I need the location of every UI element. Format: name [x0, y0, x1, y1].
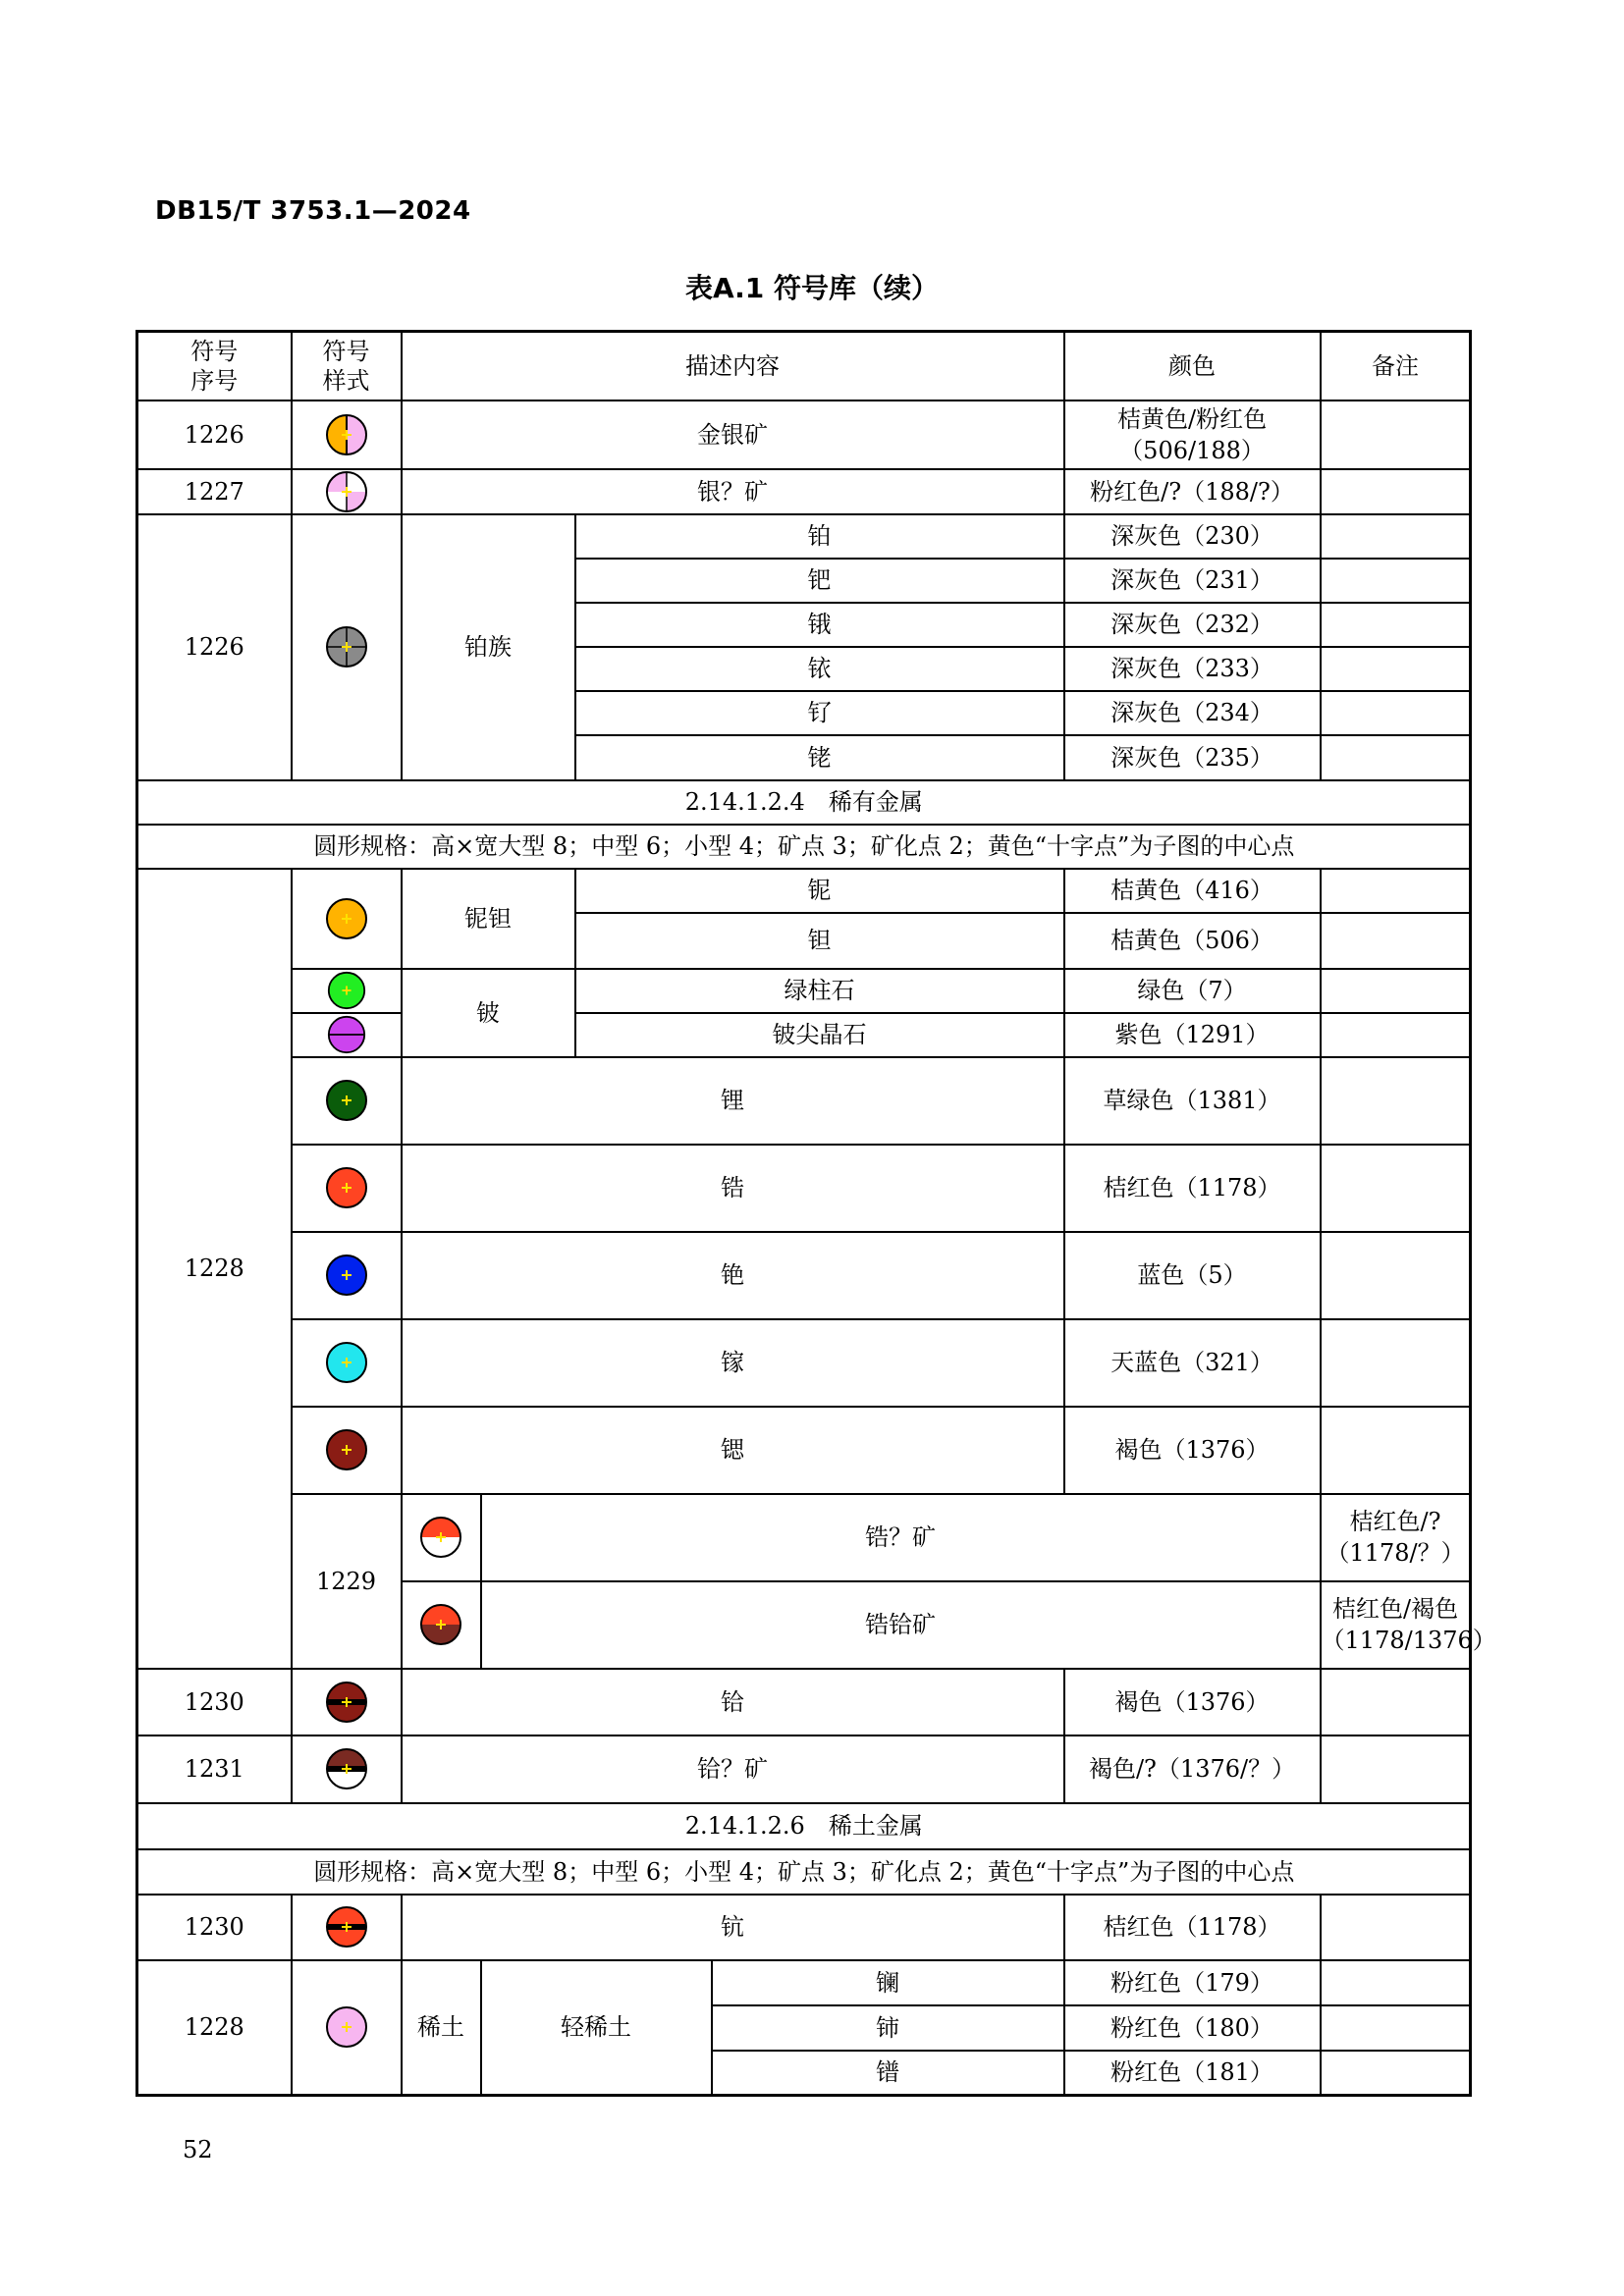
note-cell: [1321, 1232, 1471, 1319]
symbol-cell: [292, 1057, 402, 1145]
note-cell: [1321, 1960, 1471, 2005]
desc-cell: 钪: [402, 1895, 1064, 1960]
hafnium-query-ore-icon: [325, 1747, 368, 1790]
section-title: 2.14.1.2.4 稀有金属: [137, 780, 1471, 825]
item-cell: 钌: [575, 691, 1064, 735]
zirconium-icon: [325, 1166, 368, 1209]
note-cell: [1321, 1057, 1471, 1145]
note-cell: [1321, 603, 1471, 647]
table-row: [137, 1960, 1471, 2005]
symbol-cell: [292, 469, 402, 514]
item-cell: 绿柱石: [575, 969, 1064, 1013]
seq-cell: 1228: [137, 869, 292, 1669]
zirconium-hafnium-ore-icon: [419, 1603, 462, 1646]
desc-cell: 锆: [402, 1145, 1064, 1232]
subgroup-cell: 轻稀土: [481, 1960, 712, 2096]
color-cell: 桔红色（1178）: [1064, 1145, 1321, 1232]
table-row: [137, 400, 1471, 469]
table-row: [137, 1735, 1471, 1803]
table-row: [137, 1669, 1471, 1735]
document-code: DB15/T 3753.1—2024: [155, 196, 471, 226]
note-cell: [1321, 647, 1471, 691]
symbol-cell: [292, 1735, 402, 1803]
note-cell: [1321, 1145, 1471, 1232]
scandium-icon: [325, 1905, 368, 1949]
note-cell: [1321, 1407, 1471, 1494]
note-cell: [1321, 869, 1471, 913]
table-row: [137, 969, 1471, 1013]
symbol-cell: [402, 1581, 481, 1669]
item-cell: 钽: [575, 913, 1064, 969]
header-row: [137, 332, 1471, 400]
desc-cell: 锶: [402, 1407, 1064, 1494]
seq-cell: 1230: [137, 1895, 292, 1960]
color-cell: 桔黄色（416）: [1064, 869, 1321, 913]
note-cell: [1321, 913, 1471, 969]
color-cell: 桔红色/褐色 （1178/1376）: [1321, 1581, 1471, 1669]
zirconium-query-ore-icon: [419, 1516, 462, 1559]
color-cell: 粉红色（180）: [1064, 2005, 1321, 2051]
table-row: [137, 469, 1471, 514]
seq-cell: 1231: [137, 1735, 292, 1803]
silver-query-ore-icon: [325, 470, 368, 513]
section-spec: 圆形规格：高×宽大型 8；中型 6；小型 4；矿点 3；矿化点 2；黄色“十字点”为子图的中心点: [137, 1849, 1471, 1895]
symbol-cell: [292, 969, 402, 1013]
symbol-cell: [292, 1407, 402, 1494]
note-cell: [1321, 514, 1471, 559]
light-rare-earth-icon: [325, 2005, 368, 2049]
color-cell: 深灰色（233）: [1064, 647, 1321, 691]
table-row: [137, 869, 1471, 913]
symbol-cell: [292, 1145, 402, 1232]
desc-cell: 银？矿: [402, 469, 1064, 514]
symbol-cell: [292, 1319, 402, 1407]
table-row: [137, 1494, 1471, 1581]
seq-cell: 1230: [137, 1669, 292, 1735]
color-cell: 粉红色（181）: [1064, 2051, 1321, 2096]
table-row: [137, 1145, 1471, 1232]
group-cell: 稀土: [402, 1960, 481, 2096]
color-cell: 桔黄色（506）: [1064, 913, 1321, 969]
group-cell: 铂族: [402, 514, 575, 780]
note-cell: [1321, 735, 1471, 780]
section-spec: 圆形规格：高×宽大型 8；中型 6；小型 4；矿点 3；矿化点 2；黄色“十字点”为子图的中心点: [137, 825, 1471, 869]
note-cell: [1321, 400, 1471, 469]
hafnium-icon: [325, 1681, 368, 1724]
note-cell: [1321, 2051, 1471, 2096]
desc-cell: 锂: [402, 1057, 1064, 1145]
color-cell: 深灰色（234）: [1064, 691, 1321, 735]
symbol-cell: [292, 1232, 402, 1319]
desc-cell: 镓: [402, 1319, 1064, 1407]
note-cell: [1321, 469, 1471, 514]
color-cell: 桔黄色/粉红色 （506/188）: [1064, 400, 1321, 469]
seq-cell: 1226: [137, 400, 292, 469]
note-cell: [1321, 1895, 1471, 1960]
page-number: 52: [183, 2136, 213, 2163]
item-cell: 铑: [575, 735, 1064, 780]
table-row: [137, 1013, 1471, 1057]
symbol-cell: [292, 1013, 402, 1057]
color-cell: 天蓝色（321）: [1064, 1319, 1321, 1407]
item-cell: 钯: [575, 559, 1064, 603]
note-cell: [1321, 969, 1471, 1013]
note-cell: [1321, 691, 1471, 735]
seq-cell: 1227: [137, 469, 292, 514]
symbol-cell: [292, 869, 402, 969]
color-cell: 桔红色（1178）: [1064, 1895, 1321, 1960]
chrysoberyl-icon: [327, 1015, 366, 1054]
table-row: [137, 1895, 1471, 1960]
gallium-icon: [325, 1341, 368, 1384]
platinum-group-icon: [325, 625, 368, 668]
note-cell: [1321, 1319, 1471, 1407]
item-cell: 铌: [575, 869, 1064, 913]
seq-cell: 1229: [292, 1494, 402, 1669]
seq-cell: 1226: [137, 514, 292, 780]
niobium-tantalum-icon: [325, 897, 368, 940]
seq-cell: 1228: [137, 1960, 292, 2096]
color-cell: 深灰色（231）: [1064, 559, 1321, 603]
group-cell: 铌钽: [402, 869, 575, 969]
col-desc-header: 描述内容: [402, 332, 1064, 400]
beryl-icon: [327, 971, 366, 1010]
cesium-icon: [325, 1254, 368, 1297]
color-cell: 深灰色（230）: [1064, 514, 1321, 559]
symbol-cell: [292, 1960, 402, 2096]
item-cell: 铈: [712, 2005, 1064, 2051]
col-style-header: 符号 样式: [292, 332, 402, 400]
color-cell: 草绿色（1381）: [1064, 1057, 1321, 1145]
symbol-cell: [292, 1669, 402, 1735]
color-cell: 粉红色/?（188/?）: [1064, 469, 1321, 514]
col-note-header: 备注: [1321, 332, 1471, 400]
table-row: [137, 1319, 1471, 1407]
color-cell: 褐色（1376）: [1064, 1407, 1321, 1494]
color-cell: 深灰色（235）: [1064, 735, 1321, 780]
symbol-cell: [292, 400, 402, 469]
note-cell: [1321, 1013, 1471, 1057]
table-row: [137, 1232, 1471, 1319]
item-cell: 铱: [575, 647, 1064, 691]
symbol-cell: [402, 1494, 481, 1581]
item-cell: 镨: [712, 2051, 1064, 2096]
color-cell: 褐色（1376）: [1064, 1669, 1321, 1735]
symbol-table: [135, 330, 1496, 2097]
desc-cell: 铪: [402, 1669, 1064, 1735]
table-row: [137, 514, 1471, 559]
color-cell: 紫色（1291）: [1064, 1013, 1321, 1057]
symbol-cell: [292, 1895, 402, 1960]
table-row: [137, 1057, 1471, 1145]
item-cell: 铂: [575, 514, 1064, 559]
color-cell: 褐色/?（1376/？）: [1064, 1735, 1321, 1803]
section-title: 2.14.1.2.6 稀土金属: [137, 1803, 1471, 1849]
item-cell: 锇: [575, 603, 1064, 647]
group-cell: 铍: [402, 969, 575, 1057]
note-cell: [1321, 2005, 1471, 2051]
color-cell: 绿色（7）: [1064, 969, 1321, 1013]
item-cell: 铍尖晶石: [575, 1013, 1064, 1057]
desc-cell: 锆？矿: [481, 1494, 1321, 1581]
table-title: 表A.1 符号库（续）: [684, 272, 940, 304]
desc-cell: 锆铪矿: [481, 1581, 1321, 1669]
strontium-icon: [325, 1428, 368, 1471]
section-row: [137, 1803, 1471, 1849]
desc-cell: 金银矿: [402, 400, 1064, 469]
color-cell: 蓝色（5）: [1064, 1232, 1321, 1319]
spec-row: [137, 825, 1471, 869]
note-cell: [1321, 1669, 1471, 1735]
spec-row: [137, 1849, 1471, 1895]
note-cell: [1321, 1735, 1471, 1803]
gold-silver-ore-icon: [325, 413, 368, 456]
col-seq-header: 符号 序号: [137, 332, 292, 400]
section-row: [137, 780, 1471, 825]
note-cell: [1321, 559, 1471, 603]
item-cell: 镧: [712, 1960, 1064, 2005]
color-cell: 粉红色（179）: [1064, 1960, 1321, 2005]
col-color-header: 颜色: [1064, 332, 1321, 400]
symbol-cell: [292, 514, 402, 780]
table-row: [137, 1407, 1471, 1494]
lithium-icon: [325, 1079, 368, 1122]
desc-cell: 铯: [402, 1232, 1064, 1319]
color-cell: 深灰色（232）: [1064, 603, 1321, 647]
color-cell: 桔红色/? （1178/？）: [1321, 1494, 1471, 1581]
desc-cell: 铪？矿: [402, 1735, 1064, 1803]
